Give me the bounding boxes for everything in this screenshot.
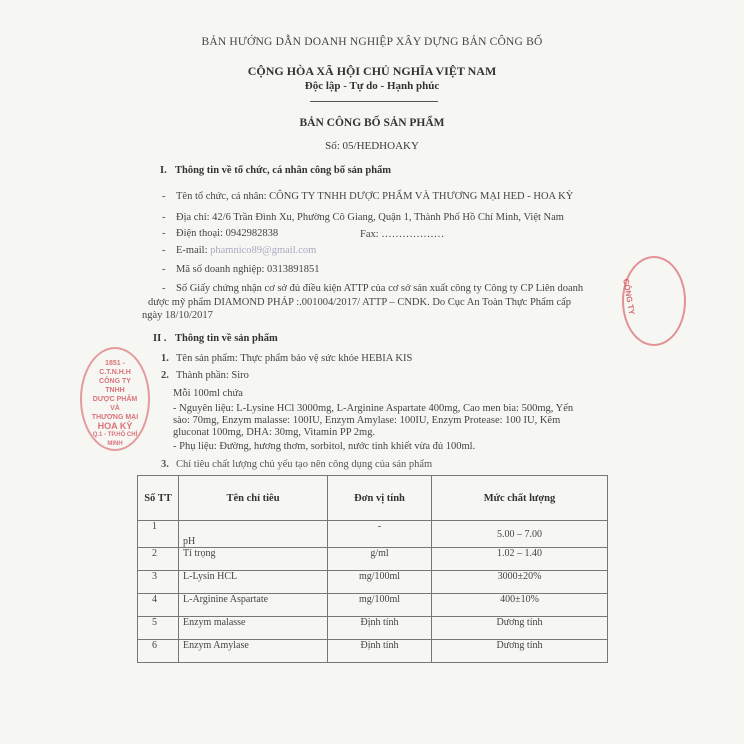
per-100ml-line: Mỗi 100ml chứa bbox=[173, 388, 243, 399]
certificate-line-2: dược mỹ phẩm DIAMOND PHÁP :.001004/2017/ ATTP – CNDK. Do Cục An Toàn Thực Phẩm cấp bbox=[148, 297, 572, 308]
ingredients-line-3: gluconat 100mg, DHA: 30mg, Vitamin PP 2mg. bbox=[173, 427, 376, 438]
email-value: phamnico89@gmail.com bbox=[210, 245, 317, 256]
company-stamp-right: CÔNG TY bbox=[622, 256, 686, 346]
table-header-row bbox=[138, 476, 608, 521]
certificate-line-3: ngày 18/10/2017 bbox=[142, 310, 213, 321]
table-row: 5 Enzym malasse Định tính Dương tính bbox=[138, 617, 608, 640]
section-1-heading bbox=[160, 165, 392, 176]
table-row: 3 L-Lysin HCL mg/100ml 3000±20% bbox=[138, 571, 608, 594]
table-row: 4 L-Arginine Aspartate mg/100ml 400±10% bbox=[138, 594, 608, 617]
phone-line: - Điện thoại: 0942982838 bbox=[162, 228, 279, 239]
ingredients-line-2: sào: 70mg, Enzym malasse: 100IU, Enzym Amylase: 100IU, Enzym Protease: 100 IU, Kẽm bbox=[173, 415, 561, 426]
section-2-heading bbox=[153, 333, 278, 344]
product-name-line: 1. Tên sản phẩm: Thực phẩm bảo vệ sức khỏe HEBIA KIS bbox=[161, 353, 413, 364]
document-title: BẢN CÔNG BỐ SẢN PHẨM bbox=[299, 117, 445, 129]
fax-line: Fax: ……………… bbox=[360, 229, 445, 240]
business-code-line: - Mã số doanh nghiệp: 0313891851 bbox=[162, 264, 320, 275]
header-unit: Đơn vị tính bbox=[328, 476, 432, 521]
table-row: 1 pH - 5.00 – 7.00 bbox=[138, 521, 608, 548]
republic-heading: CỘNG HÒA XÃ HỘI CHỦ NGHĨA VIỆT NAM bbox=[247, 64, 497, 78]
certificate-line-1: - Số Giấy chứng nhận cơ sở đủ điều kiện ATTP của cơ sở sản xuất công ty Công ty CP Liên doanh bbox=[162, 283, 584, 294]
guide-heading: BẢN HƯỚNG DẪN DOANH NGHIỆP XÂY DỰNG BẢN CÔNG BỐ bbox=[201, 36, 543, 48]
motto: Độc lập - Tự do - Hạnh phúc bbox=[304, 80, 440, 92]
header-quality-level: Mức chất lượng bbox=[432, 476, 608, 521]
section-1-title: Thông tin về tổ chức, cá nhân công bố sản phẩm bbox=[175, 165, 392, 176]
excipients-line: - Phụ liệu: Đường, hương thơm, sorbitol, nước tinh khiết vừa đủ 100ml. bbox=[173, 441, 476, 452]
address-line: - Địa chỉ: 42/6 Trần Đình Xu, Phường Cô Giang, Quận 1, Thành Phố Hồ Chí Minh, Việt Nam bbox=[162, 212, 564, 223]
quality-criteria-line: 3. Chỉ tiêu chất lượng chủ yếu tạo nên công dụng của sản phẩm bbox=[161, 459, 433, 470]
org-name-line: - Tên tổ chức, cá nhân: CÔNG TY TNHH DƯỢC PHẨM VÀ THƯƠNG MẠI HED - HOA KỲ bbox=[162, 191, 574, 202]
quality-criteria-table bbox=[137, 475, 608, 663]
section-2-title: Thông tin về sản phẩm bbox=[175, 333, 278, 344]
company-stamp-left: 1851 - C.T.N.H.H CÔNG TY TNHH DƯỢC PHẨM VÀ THƯƠNG MẠI HOA KỲ Q.1 - TP.HỒ CHÍ MINH bbox=[80, 347, 150, 451]
ingredients-line-1: - Nguyên liệu: L-Lysine HCl 3000mg, L-Arginine Aspartate 400mg, Cao men bia: 500mg, Yến bbox=[173, 403, 574, 414]
document-number: Số: 05/HEDHOAKY bbox=[325, 140, 419, 152]
header-no: Số TT bbox=[138, 476, 179, 521]
composition-line: 2. Thành phần: Siro bbox=[161, 370, 249, 381]
email-line: - E-mail: phamnico89@gmail.com bbox=[162, 245, 317, 256]
section-2-numeral: II . bbox=[153, 333, 167, 344]
header-criteria: Tên chỉ tiêu bbox=[179, 476, 328, 521]
table-row: 6 Enzym Amylase Định tính Dương tính bbox=[138, 640, 608, 663]
table-row: 2 Tỉ trọng g/ml 1.02 – 1.40 bbox=[138, 548, 608, 571]
motto-underline bbox=[310, 101, 438, 102]
section-1-numeral: I. bbox=[160, 165, 167, 176]
